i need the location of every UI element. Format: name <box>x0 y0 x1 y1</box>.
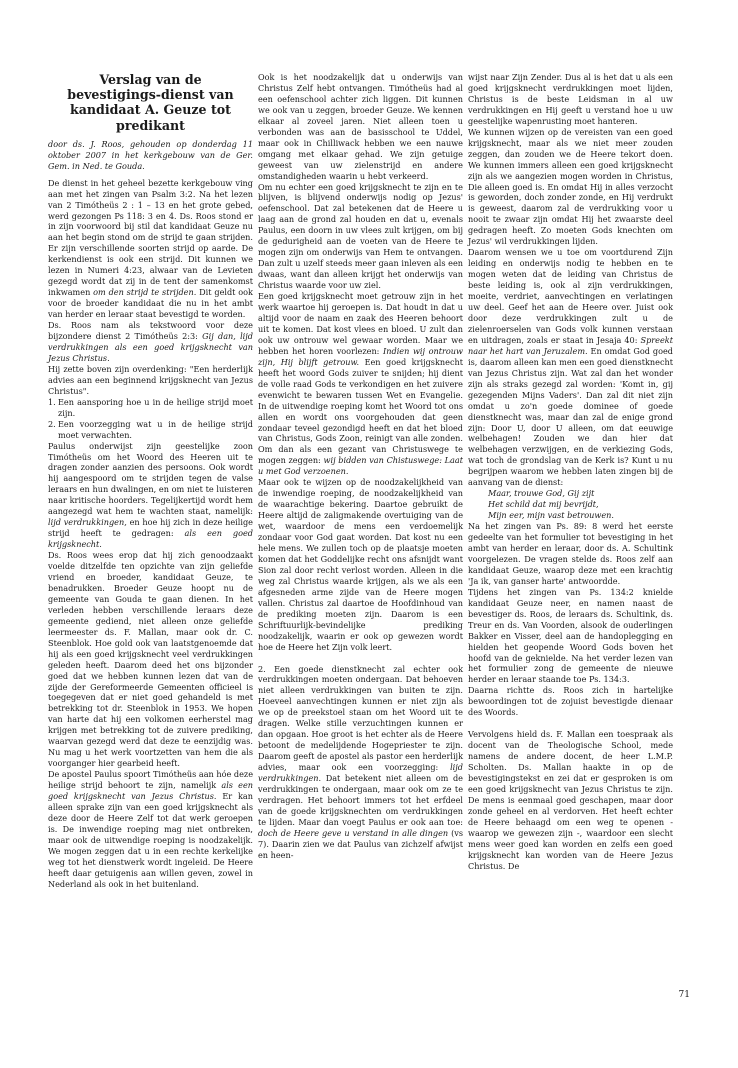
paragraph: Daarom wensen we u toe om voortdurend Zijn leiding en onderwijs nodig te hebben en te mogen weten dat de leiding van Christus de beste leiding is, ook al zijn verdrukkingen, moeite, verdriet, aanvechtingen en verlatingen uw deel. Geef het aan de Heere over. Juist ook door deze verdrukkingen zult u de zielenroerselen van Gods volk kunnen verstaan en uitdragen, zoals er staat in Jesaja 40: Spreekt naar het hart van Jeruzalem. En omdat God goed is, daarom alleen kan men een goed dienstknecht van Jezus Christus zijn. Wat zal dan het wonder zijn als straks gezegd zal worden: 'Komt in, gij gezegenden Mijns Vaders'. Dan zal dit niet zijn omdat u zo'n goede dominee of goede dienstknecht was, maar dan zal de enige grond zijn: Door U, door U alleen, om dat eeuwige welbehagen! Zouden we dan hier dat welbehagen verzwijgen, en de verkiezing Gods, wat toch de grondslag van de Kerk is? Kunt u nu begrijpen waarom we hebben laten zingen bij de aanvang van de dienst: <box>468 247 673 488</box>
paragraph: Om nu echter een goed krijgsknecht te zijn en te blijven, is blijvend onderwijs nodig op Jezus' oefenschool. Dat zal betekenen dat de Heere u laag aan de grond zal houden en dat u, evenals Paulus, een doorn in uw vlees zult krijgen, om bij de gedurigheid aan de voeten van de Heere te mogen zijn om onderwijs van Hem te ontvangen. Dan zult u uzelf steeds meer gaan inleven als een dwaas, want dan alleen krijgt het onderwijs van Christus waarde voor uw ziel. <box>258 181 463 291</box>
list-item: 2. Een voorzegging wat u in de heilige strijd moet verwachten. <box>48 418 253 440</box>
article-byline: door ds. J. Roos, gehouden op donderdag 11 oktober 2007 in het kerkgebouw van de Ger. Gem. in Ned. te Gouda. <box>48 138 253 171</box>
psalm-quote-line: Maar, trouwe God, Gij zijt <box>488 488 595 499</box>
paragraph: wijst naar Zijn Zender. Dus al is het dat u als een goed krijgsknecht verdrukkingen moet lijden, Christus is de beste Leidsman in al uw verdrukkingen en Hij geeft u verstand hoe u uw geestelijke wapenrusting moet hanteren. <box>468 72 673 126</box>
paragraph: De apostel Paulus spoort Timótheüs aan hóe deze heilige strijd behoort te zijn, namelijk als een goed krijgsknecht van Jezus Christus. Er kan alleen sprake zijn van een goed krijgsknecht als deze door de Heere Zelf tot dat werk geroepen is. De inwendige roeping mag niet ontbreken, maar ook de uitwendige roeping is noodzakelijk. We mogen zeggen dat u in een rechte kerkelijke weg tot het dienstwerk wordt ingeleid. De Heere heeft daar getuigenis aan willen geven, zowel in Nederland als ook in het buitenland. <box>48 769 253 889</box>
paragraph: 2. Een goede dienstknecht zal echter ook verdrukkingen moeten ondergaan. Dat behoeven niet alleen verdrukkingen van buiten te zijn. Hoeveel aanvechtingen kunnen er niet zijn als we op de preekstoel staan om het Woord uit te dragen. Welke stille verzuchtingen kunnen er dan opgaan. Hoe groot is het echter als de Heere betoont de medelijdende Hogepriester te zijn. Daarom geeft de apostel als pastor een herderlijk advies, maar ook een voorzegging: lijd verdrukkingen. Dat betekent niet alleen om de verdrukkingen te ondergaan, maar ook om ze te verdragen. Het behoort immers tot het erfdeel van de goede krijgsknechten om verdrukkingen te lijden. Maar dan voegt Paulus er ook aan toe: doch de Heere geve u verstand in alle dingen (vs 7). Daarin zien we dat Paulus van zichzelf afwijst en heen- <box>258 663 463 860</box>
psalm-quote-line: Mijn eer, mijn vast betrouwen. <box>488 510 614 521</box>
page-number: 71 <box>678 990 690 1000</box>
paragraph: Ds. Roos wees erop dat hij zich genoodzaakt voelde ditzelfde ten opzichte van zijn geliefde vriend en broeder, kandidaat Geuze, te benadrukken. Broeder Geuze hoopt nu de gemeente van Gouda te gaan dienen. In het verleden hebben verschillende leraars deze gemeente gediend, niet alleen onze geliefde leermeester ds. F. Mallan, maar ook dr. C. Steenblok. Hoe gold ook van laatstgenoemde dat hij als een goed krijgsknecht veel verdrukkingen geleden heeft. Daarom deed het ons bijzonder goed dat we hebben kunnen lezen dat van de zijde der Gereformeerde Gemeenten officieel is toegegeven dat er niet goed gehandeld is met betrekking tot dr. Steenblok in 1953. We hopen van harte dat hij een volkomen eerherstel mag krijgen met betrekking tot de zuivere prediking, waarvan gezegd werd dat deze te eenzijdig was. Nu mag u het werk voortzetten van hem die als voorganger hier gearbeid heeft. <box>48 550 253 769</box>
section-gap <box>258 653 463 664</box>
paragraph: We kunnen wijzen op de vereisten van een goed krijgsknecht, maar als we niet meer zouden zeggen, dan zouden we de Heere tekort doen. We kunnen immers alleen een goed krijgsknecht zijn als we aangezien mogen worden in Christus, Die alleen goed is. En omdat Hij in alles verzocht is geworden, doch zonder zonde, en Hij verdrukt is geweest, daarom zal de verdrukking voor u nooit te zwaar zijn omdat Hij het zwaarste deel gedragen heeft. Zo moeten Gods knechten om Jezus' wil verdrukkingen lijden. <box>468 126 673 247</box>
paragraph: Ook is het noodzakelijk dat u onderwijs van Christus Zelf hebt ontvangen. Timótheüs had al een oefenschool achter zich liggen. Dit kunnen we ook van u zeggen, broeder Geuze. We kennen elkaar al zoveel jaren. Niet alleen toen u verbonden was aan de basisschool te Uddel, maar ook in Chilliwack hebben we een nauwe omgang met elkaar gehad. We zijn getuige geweest van uw zielenstrijd en andere omstandigheden waarin u hebt verkeerd. <box>258 72 463 181</box>
paragraph: De dienst in het geheel bezette kerkgebouw ving aan met het zingen van Psalm 3:2. Na het lezen van 2 Timótheüs 2 : 1 – 13 en het grote gebed, werd gezongen Ps 118: 3 en 4. Ds. Roos stond er in zijn voorwoord bij stil dat kandidaat Geuze nu aan het begin stond om de strijd te gaan strijden. Er zijn verschillende soorten strijd op aarde. De kerkendienst is ook een strijd. Dit kunnen we lezen in Numeri 4:23, alwaar van de Levieten gezegd wordt dat zij in de tent der samenkomst inkwamen om den strijd te strijden. Dit geldt ook voor de broeder kandidaat die nu in het ambt van herder en leraar staat bevestigd te worden. <box>48 177 253 320</box>
paragraph: Daarna richtte ds. Roos zich in hartelijke bewoordingen tot de zojuist bevestigde dienaar des Woords. <box>468 685 673 718</box>
paragraph: Paulus onderwijst zijn geestelijke zoon Timótheüs om het Woord des Heeren uit te dragen zonder aanzien des persoons. Ook wordt hij aangespoord om te strijden tegen de valse leraars en hun dwalingen, en om niet te luisteren naar kritische hoorders. Tegelijkertijd wordt hem aangezegd wat hem te wachten staat, namelijk: lijd verdrukkingen, en hoe hij zich in deze heilige strijd heeft te gedragen: als een goed krijgsknecht. <box>48 440 254 550</box>
paragraph: Tijdens het zingen van Ps. 134:2 knielde kandidaat Geuze neer, en namen naast de bevestiger ds. Roos, de leraars ds. Schultink, ds. Treur en ds. Van Voorden, alsook de ouderlingen Bakker en Visser, deel aan de handoplegging en hielden het geopende Woord Gods boven het hoofd van de geknielde. Na het verder lezen van het formulier zong de gemeente de nieuwe herder en leraar staande toe Ps. 134:3. <box>468 586 673 685</box>
list-item: 1. Een aansporing hoe u in de heilige strijd moet zijn. <box>48 396 253 418</box>
paragraph: Maar ook te wijzen op de noodzakelijkheid van de inwendige roeping, de noodzakelijkheid van de waarachtige bekering. Daartoe gebruikt de Heere altijd de zaligmakende overtuiging van de wet, waardoor de mens een verdoemelijk zondaar voor God gaat worden. Dat kost nu een hele mens. We zullen toch op de plaatsje moeten komen dat het Goddelijke recht ons afsnijdt want Sion zal door recht verlost worden. Alleen in die weg zal Christus waarde krijgen, als we als een afgesneden arme zijde van de Heere mogen vallen. Christus zal daartoe de Hoofdinhoud van de prediking moeten zijn. Daarom is een Schriftuurlijk-bevindelijke prediking noodzakelijk, waarin er ook op gewezen wordt hoe de Heere het Zijn volk leert. <box>258 477 463 652</box>
article-title: Verslag van de bevestigings-dienst van kandidaat A. Geuze tot predikant <box>67 72 234 133</box>
column-3 <box>468 72 673 872</box>
paragraph: Na het zingen van Ps. 89: 8 werd het eerste gedeelte van het formulier tot bevestiging in het ambt van herder en leraar, door ds. A. Schultink voorgelezen. De vragen stelde ds. Roos zelf aan kandidaat Geuze, waarop deze met een krachtig 'Ja ik, van ganser harte' antwoordde. <box>468 521 673 586</box>
psalm-quote-line: Het schild dat mij bevrijdt, <box>488 499 599 510</box>
column-1 <box>48 72 253 890</box>
paragraph: Hij zette boven zijn overdenking: "Een herderlijk advies aan een beginnend krijgsknecht van Jezus Christus". <box>48 363 253 396</box>
column-2 <box>258 72 463 861</box>
article-page <box>48 72 690 1012</box>
paragraph: Een goed krijgsknecht moet getrouw zijn in het werk waartoe hij geroepen is. Dat houdt in dat u altijd voor de naam en zaak des Heeren behoort uit te komen. Dat kost vlees en bloed. U zult dan ook uw ontrouw wel gewaar worden. Maar we hebben het horen voorlezen: Indien wij ontrouw zijn, Hij blijft getrouw. Een goed krijgsknecht heeft het woord Gods zuiver te snijden; hij dient de volle raad Gods te verkondigen en het zuivere evenwicht te bewaren tussen Wet en Evangelie. In de uitwendige roeping komt het Woord tot ons allen en wordt ons voorgehouden dat geen zondaar teveel gezondigd heeft en dat het bloed van Christus, Gods Zoon, reinigt van alle zonden. Om dan als een gezant van Christuswege te mogen zeggen: wij bidden van Chistuswege: Laat u met God verzoenen. <box>258 291 464 477</box>
paragraph: Vervolgens hield ds. F. Mallan een toespraak als docent van de Theologische School, mede namens de andere docent, de heer L.M.P. Scholten. Ds. Mallan haakte in op de bevestigingstekst en zei dat er gesproken is om een goed krijgsknecht van Jezus Christus te zijn. De mens is eenmaal goed geschapen, maar door zonde geheel en al verdorven. Het heeft echter de Heere behaagd om een weg te openen - waarop we gewezen zijn -, waardoor een slecht mens weer goed kan worden en zelfs een goed krijgsknecht kan worden van de Heere Jezus Christus. De <box>468 729 673 871</box>
paragraph: Ds. Roos nam als tekstwoord voor deze bijzondere dienst 2 Timótheüs 2:3: Gij dan, lijd verdrukkingen als een goed krijgsknecht van Jezus Christus. <box>48 320 253 363</box>
section-gap <box>468 718 673 729</box>
